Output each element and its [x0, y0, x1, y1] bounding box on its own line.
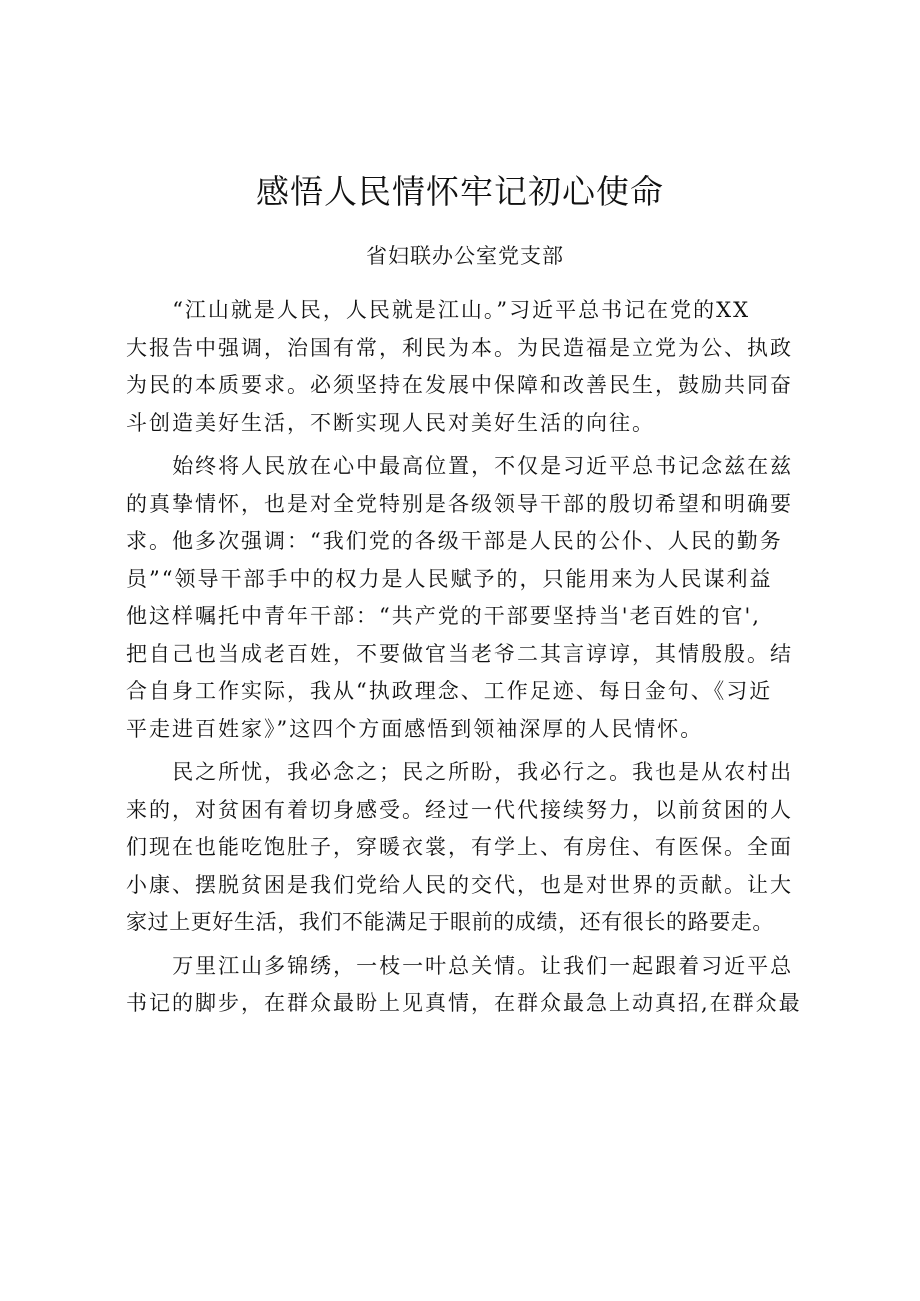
- text-line: 们现在也能吃饱肚子，穿暖衣裳，有学上、有房住、有医保。全面: [126, 835, 793, 859]
- text-line: 始终将人民放在心中最高位置，不仅是习近平总书记念兹在兹: [172, 454, 794, 478]
- document-author: 省妇联办公室党支部: [366, 244, 564, 268]
- text-line: 求。他多次强调：“我们党的各级干部是人民的公仆、人民的勤务: [126, 529, 783, 553]
- document-title: 感悟人民情怀牢记初心使命: [256, 172, 664, 211]
- document-body: [126, 292, 826, 1023]
- text-line: 为民的本质要求。必须坚持在发展中保障和改善民生，鼓励共同奋: [126, 373, 793, 397]
- text-line: 民之所忧，我必念之；民之所盼，我必行之。我也是从农村出: [172, 760, 794, 784]
- text-line: 斗创造美好生活，不断实现人民对美好生活的向往。: [126, 410, 655, 435]
- text-line: 家过上更好生活，我们不能满足于眼前的成绩，还有很长的路要走。: [126, 910, 774, 934]
- text-line: “江山就是人民，人民就是江山。”习近平总书记在党的XX: [172, 298, 751, 322]
- text-line: 小康、摆脱贫困是我们党给人民的交代，也是对世界的贡献。让大: [126, 872, 793, 897]
- text-line: 书记的脚步，在群众最盼上见真情，在群众最急上动真招,在群众最: [126, 991, 802, 1015]
- text-line: 万里江山多锦绣，一枝一叶总关情。让我们一起跟着习近平总: [172, 953, 794, 978]
- paragraph-3: [126, 754, 826, 942]
- paragraph-4: [126, 948, 826, 1023]
- paragraph-2: [126, 448, 826, 748]
- text-line: 他这样嘱托中青年干部：“共产党的干部要坚持当'老百姓的官',: [126, 604, 761, 628]
- text-line: 大报告中强调，治国有常，利民为本。为民造福是立党为公、执政: [126, 335, 793, 360]
- text-line: 平走进百姓家》”这四个方面感悟到领袖深厚的人民情怀。: [126, 716, 704, 741]
- text-line: 员”“领导干部手中的权力是人民赋予的，只能用来为人民谋利益: [126, 566, 773, 591]
- text-line: 把自己也当成老百姓，不要做官当老爷二其言谆谆，其情殷殷。结: [126, 641, 793, 666]
- text-line: 来的，对贫困有着切身感受。经过一代代接续努力，以前贫困的人: [126, 797, 793, 822]
- paragraph-1: [126, 292, 826, 442]
- text-line: 的真挚情怀，也是对全党特别是各级领导干部的殷切希望和明确要: [126, 491, 793, 516]
- text-line: 合自身工作实际，我从“执政理念、工作足迹、每日金句、《习近: [126, 679, 773, 703]
